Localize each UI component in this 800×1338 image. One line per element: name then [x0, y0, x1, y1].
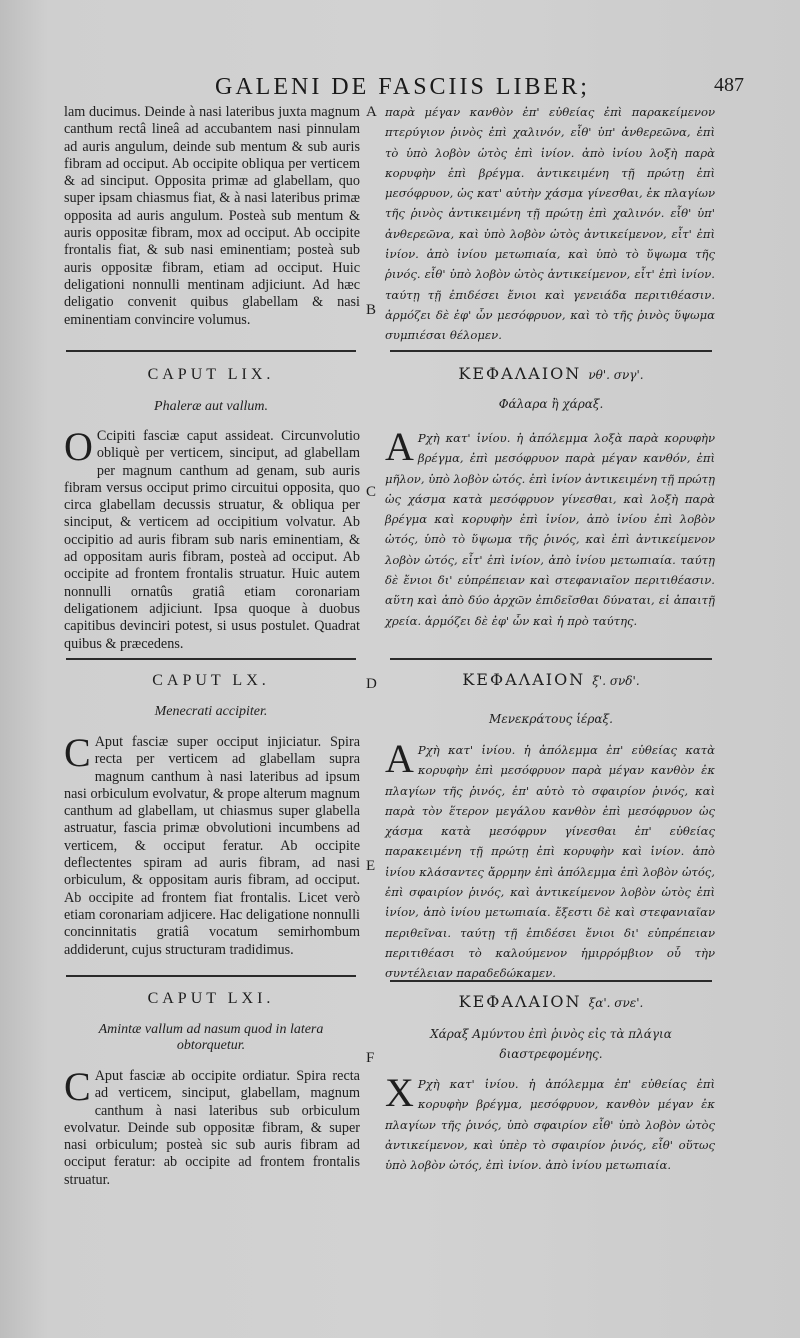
- chapter-text: Ρχὴ κατ' ἰνίου. ἡ ἀπόλεμμα ἐπ' εὐθείας ἐπὶ κορυφὴν βρέγμα, μεσόφρυον, κανθὸν μέγαν ἐκ πλαγίων τῆς ῥινός, ὑπὸ σφαιρίον εἶθ' ὑπὸ λοβὸν ὠτὸς ἀντικείμενον, καὶ ὑπὲρ τὸ σφαιρίον ῥινός, εἶθ' οὕτως ὑπὸ λοβὸν ὠτός, ἐπὶ ἰνίον. ἀπὸ ἰνίου μετωπιαία.: [385, 1077, 715, 1173]
- kephalaion-label: ΚΕΦΑΛΑΙΟΝ: [462, 670, 586, 689]
- divider-rule: [66, 350, 356, 352]
- chapter-heading-61: CAPUT LXI.: [147, 990, 275, 1007]
- chapter-text: Ρχὴ κατ' ἰνίου. ἡ ἀπόλεμμα λοξὰ παρὰ κορυφὴν βρέγμα, ἐπὶ μεσόφρυον παρὰ μέγαν κανθόν, ἐπὶ μῆλον, ὑπὸ λοβὸν ὠτός. ἐπὶ ἰνίον ἀντικειμένη τῇ πρώτῃ ὡς χάσμα κατὰ μεσόφρυον γίνεσθαι, καὶ λοξὴ παρὰ βρέγμα καὶ κορυφὴν ἐπὶ ἰνίον, ἀπὸ ἰνίου ἐπὶ λοβὸν ὠτός, ὑπὸ τὸ ὕψωμα τῆς ῥινός, καὶ ἐπὶ ἀντικείμενον λοβὸν ὠτός, εἶτ' ἐπὶ ἰνίον, ἀπὸ ἰνίου μετωπιαία. ταύτῃ δὲ ἔνιοι δι' εὐπρέπειαν καὶ στεφανιαῖον περιτιθέασιν. αὕτη καὶ ἀπὸ δύο ἀρχῶν ἐπιδεῖσθαι δύναται, εἰ ἀπαιτῇ χρεία. ἁρμόζει δὲ ἐφ' ὧν καὶ ἡ πρὸ ταύτης.: [385, 431, 715, 628]
- drop-cap: C: [64, 730, 91, 775]
- chapter-text: Ccipiti fasciæ caput assideat. Circunvolutio obliquè per verticem, sinciput, ad glabellam per magnum canthum ad genam, sub auris fibram versus occiput primo circuitui opposita, quo circa glabellam decussis struatur, & obliqua per sinciput, & verticem ad occipitium volvatur. Ab occipitio ad auris fibram sub naris eminentiam, & ad oppositam auris fibram, posteà ad occiput. Ab occipite ad frontem frontalis struatur. Huic autem nonnulli ornatûs gratiâ etiam coronariam deligationem adjiciunt. Ipsa quoque à duobus capitibus devinciri potest, si usus postulet. Quadrat quibus & præcedens.: [64, 428, 360, 652]
- margin-letter-c: C: [366, 484, 377, 500]
- chapter-heading-greek-61: [390, 992, 712, 1011]
- greek-chapter-59: [385, 424, 715, 631]
- kephalaion-label: ΚΕΦΑΛΑΙΟΝ: [458, 992, 582, 1011]
- latin-chapter-61: [64, 1064, 360, 1189]
- divider-rule: [66, 975, 356, 977]
- chapter-subtitle-60: Menecrati accipiter.: [154, 704, 268, 719]
- latin-top-text: lam ducimus. Deinde à nasi lateribus juxta magnum canthum rectâ lineâ ad accubantem nasi pinnulam ad auris angulum, deinde sub mentum & sub auris fibram ad occiput. Ab occipite obliqua per verticem & ad sinciput. Opposita primæ ad glabellam, quo super ipsam chiasmus fiat, & à nasi lateribus primæ opposita ad auris angulum. Posteà sub mentum & auris oppositæ fibram, mox ad occiput. Ab occipite frontalis fiat, & sub nasi eminentiam; posteà sub auris oppositæ fibram, etiam ad occiput. Huic deligationi nonnulli mentinam adjiciunt. Ad hæc deligatio convenit quibus glabellam & nasi eminentiam convincire volumus.: [64, 104, 360, 328]
- latin-chapter-60: [64, 730, 360, 959]
- drop-cap: Χ: [385, 1070, 414, 1115]
- page-number: 487: [714, 74, 744, 96]
- chapter-subtitle-greek-59: Φάλαρα ἢ χάραξ.: [498, 397, 604, 411]
- kephalaion-label: ΚΕΦΑΛΑΙΟΝ: [458, 364, 582, 383]
- margin-letter-f: F: [366, 1050, 375, 1066]
- chapter-text: Aput fasciæ ab occipite ordiatur. Spira recta ad verticem, sinciput, glabellam, magnum canthum à nasi lateribus sub orbiculum evolvatur. Deinde sub oppositæ fibram, & super nasi orbiculum; posteà sic sub auris fibram ad occiput feratur: ab occipite ad frontem frontalis struatur.: [64, 1068, 360, 1188]
- chapter-heading-59: CAPUT LIX.: [147, 366, 275, 383]
- divider-rule: [66, 658, 356, 660]
- margin-letter-a: A: [366, 104, 377, 120]
- margin-letter-d: D: [366, 676, 377, 692]
- greek-chapter-61: [385, 1070, 715, 1175]
- chapter-subtitle-61: Amintæ vallum ad nasum quod in latera obtorquetur.: [98, 1022, 324, 1053]
- drop-cap: Α: [385, 736, 414, 781]
- chapter-text: Ρχὴ κατ' ἰνίου. ἡ ἀπόλεμμα ἐπ' εὐθείας κατὰ κορυφὴν ἐπὶ μεσόφρυον παρὰ μέγαν κανθὸν ἐκ πλαγίων τῆς ῥινός, ἐπ' αὐτὸ τὸ σφαιρίον ῥινός, καὶ παρὰ τὸν ἕτερον μεγάλου κανθὸν ἐπὶ μεσόφρυον ὡς χάσμα κατὰ μεσόφρυν γίνεσθαι ἐπ' εὐθείας παρακειμένη τῇ πρώτῃ ἐπὶ κορυφὴν καὶ ἰνίον. ἀπὸ ἰνίου κλάσαντες ἄρρμην ἐπὶ ἀπόλεμμα ἐπὶ λοβὸν ὠτός, ἐπὶ σφαιρίον ῥινός, καὶ ἀντικείμενον λοβὸν ὠτὸς ἐπὶ ἰνίον, ἀπὸ ἰνίου μετωπιαία. ἔξεστι δὲ καὶ στεφανιαῖαν περιθεῖναι. ταύτῃ τῇ ἐπιδέσει ἔνιοι δι' εὐπρέπειαν περιτιθέασι τὸ καλούμενον ἡμιρρόμβιον οὗ τὴν συντέλειαν παραδεδώκαμεν.: [385, 743, 715, 981]
- chapter-subtitle-59: Phaleræ aut vallum.: [154, 399, 268, 414]
- greek-top-text: παρὰ μέγαν κανθὸν ἐπ' εὐθείας ἐπὶ παρακείμενον πτερύγιον ῥινὸς ἐπὶ χαλινόν, εἶθ' ὑπ' ἀνθερεῶνα, ἐπὶ τὸ ὑπὸ λοβὸν ὠτὸς ἐπὶ ἰνίον. ἀπὸ ἰνίου λοξὴ παρὰ κορυφὴν ἐπὶ βρέγμα. ἀντικειμένη τῇ πρώτῃ ἐπὶ μεσόφρυον, ὡς κατ' αὐτὴν χάσμα γίνεσθαι, ἐκ πλαγίων τῆς ῥινὸς ἀντικειμένη τῇ πρώτῃ ἐπὶ χαλινόν. εἶθ' ὑπ' ἀνθερεῶνα, καὶ ὑπὸ λοβὸν ὠτὸς ἀντικείμενον, εἶτ' ἐπὶ ἰνίον. ἀπὸ ἰνίου μετωπιαία, καὶ ὑπὸ τὸ ὕψωμα τῆς ῥινός. εἶθ' ὑπὸ λοβὸν ὠτὸς ἀντικείμενον, εἶτ' ἐπὶ ἰνίον. ταύτῃ τῇ ἐπιδέσει ἔνιοι καὶ γενειάδα περιτιθέασιν. ἁρμόζει δὲ ἐφ' ὧν μεσόφρυον, καὶ τὸ τῆς ῥινὸς ὕψωμα συμπιέσαι θέλομεν.: [385, 105, 715, 343]
- drop-cap: Α: [385, 424, 414, 469]
- drop-cap: C: [64, 1064, 91, 1109]
- chapter-number: ξ'. σνδ'.: [592, 674, 640, 688]
- margin-letter-b: B: [366, 302, 377, 318]
- chapter-subtitle-greek-60: Μενεκράτους ἱέραξ.: [489, 712, 613, 726]
- chapter-heading-greek-60: [390, 670, 712, 689]
- chapter-heading-greek-59: [390, 364, 712, 383]
- latin-top-paragraph: [64, 104, 360, 329]
- chapter-text: Aput fasciæ super occiput injiciatur. Spira recta per verticem ad glabellam supra magnum canthum à nasi lateribus ad ipsum nasi orbiculum evolvatur, & prope alterum magnum canthum ad glabellam, ut chiasmus super glabella astruatur, fascia primæ obvolutioni incumbens ad verticem, & occiput feratur. Ab occipite deflectentes spiram ad auris fibram, ad nasi orbiculum, & oppositam auris fibram, ad occiput. Ab occipite ad frontem fiat frontalis. Licet verò etiam coronariam adjicere. Hac deligatione nonnulli concinnitatis gratiâ vocatum semirhombum addiderunt, cujus structuram tradidimus.: [64, 734, 360, 958]
- margin-letter-e: E: [366, 858, 376, 874]
- greek-top-paragraph: [385, 102, 715, 346]
- divider-rule: [390, 350, 712, 352]
- chapter-number: νθ'. σνγ'.: [588, 368, 644, 382]
- drop-cap: O: [64, 424, 93, 469]
- chapter-heading-60: CAPUT LX.: [152, 672, 270, 689]
- divider-rule: [390, 658, 712, 660]
- chapter-number: ξα'. σνε'.: [588, 996, 644, 1010]
- greek-chapter-60: [385, 736, 715, 984]
- divider-rule: [390, 980, 712, 982]
- latin-chapter-59: [64, 424, 360, 653]
- chapter-subtitle-greek-61: Χάραξ Αμύντου ἐπὶ ῥινὸς εἰς τὰ πλάγια διαστρεφομένης.: [430, 1027, 672, 1061]
- running-header: GALENI DE FASCIIS LIBER;: [215, 74, 590, 100]
